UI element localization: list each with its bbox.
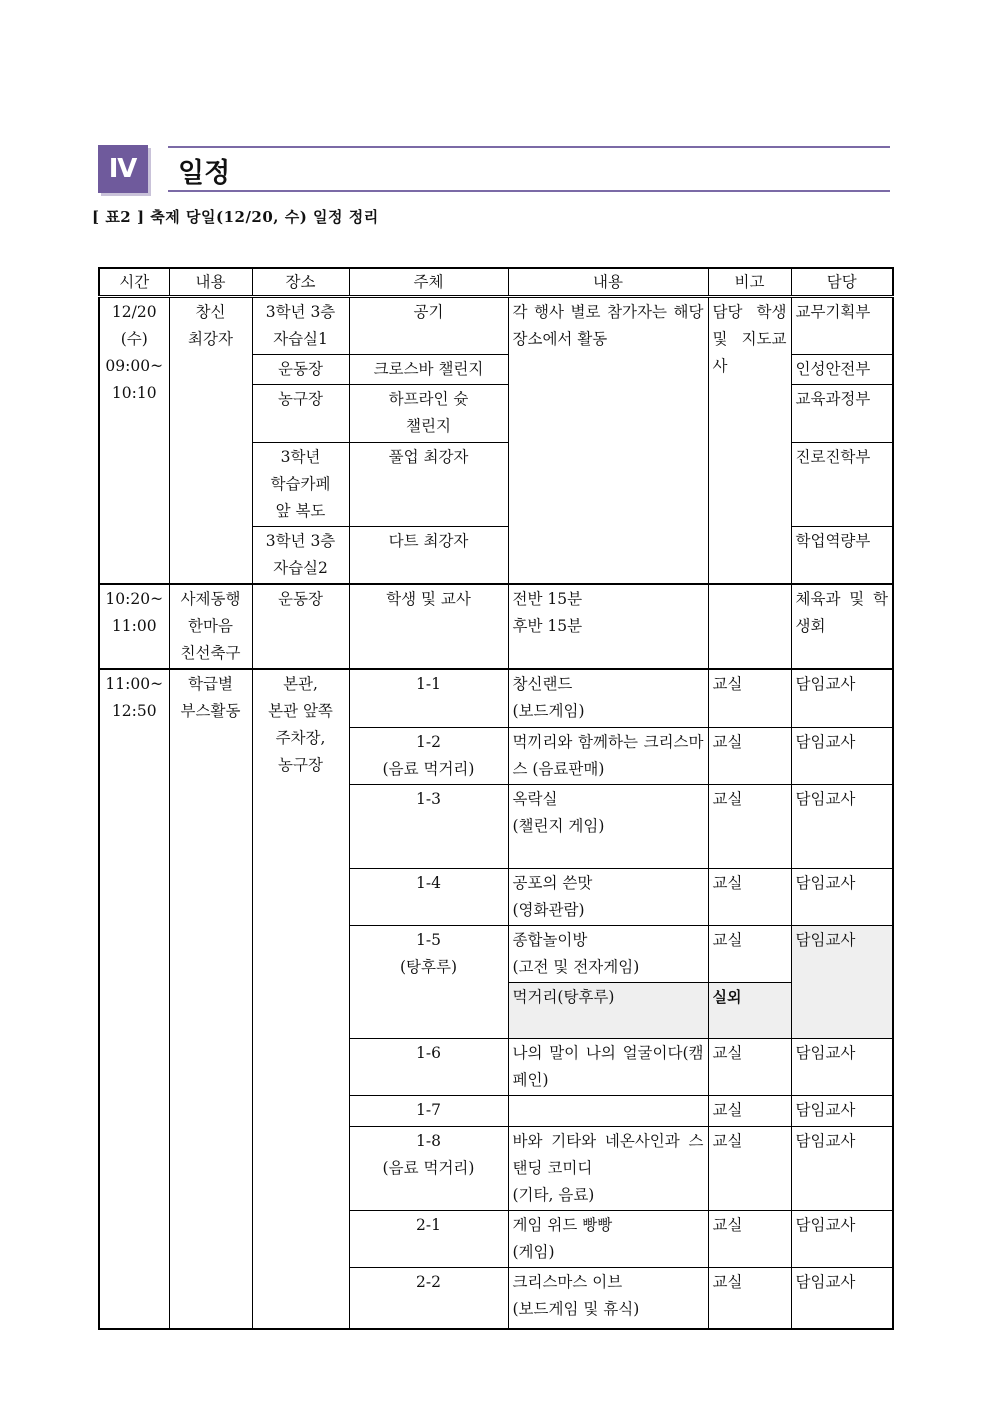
section-number-badge: Ⅳ <box>98 145 148 193</box>
place-cell: 3학년 3층 자습실1 <box>252 297 349 355</box>
place-cell: 3학년 3층 자습실2 <box>252 527 349 585</box>
schedule-table <box>98 267 894 1330</box>
description-cell: 바와 기타와 네온사인과 스탠딩 코미디 (기타, 음료) <box>508 1126 708 1210</box>
host-cell: 2-1 <box>349 1210 508 1267</box>
description-cell <box>508 1095 708 1126</box>
time-cell: 10:20~ 11:00 <box>99 584 169 669</box>
section-bottom-rule <box>168 190 890 192</box>
owner-cell: 진로진학부 <box>791 443 893 527</box>
host-cell: 하프라인 슛 챌린지 <box>349 385 508 443</box>
place-cell: 본관, 본관 앞쪽 주차장, 농구장 <box>252 669 349 1329</box>
owner-cell: 인성안전부 <box>791 355 893 385</box>
description-cell: 각 행사 별로 참가자는 해당 장소에서 활동 <box>508 297 708 585</box>
description-cell: 나의 말이 나의 얼굴이다(캠페인) <box>508 1038 708 1095</box>
host-cell: 2-2 <box>349 1267 508 1329</box>
owner-cell: 담임교사 <box>791 669 893 727</box>
description-cell: 종합놀이방 (고전 및 전자게임) <box>508 925 708 982</box>
owner-cell: 담임교사 <box>791 1038 893 1095</box>
owner-cell: 담임교사 <box>791 868 893 925</box>
description-cell: 전반 15분 후반 15분 <box>508 584 708 669</box>
header-place: 장소 <box>252 268 349 297</box>
header-description: 내용 <box>508 268 708 297</box>
owner-cell: 담임교사 <box>791 925 893 1038</box>
table-row <box>99 297 893 355</box>
note-cell <box>708 584 791 669</box>
note-cell: 교실 <box>708 1038 791 1095</box>
header-row <box>99 268 893 297</box>
place-cell: 3학년 학습카페 앞 복도 <box>252 443 349 527</box>
owner-cell: 담임교사 <box>791 1210 893 1267</box>
header-content: 내용 <box>169 268 252 297</box>
host-cell: 1-3 <box>349 784 508 868</box>
note-cell: 교실 <box>708 1095 791 1126</box>
description-cell: 옥락실 (챌린지 게임) <box>508 784 708 868</box>
note-cell: 교실 <box>708 1210 791 1267</box>
note-cell: 교실 <box>708 1126 791 1210</box>
host-cell: 공기 <box>349 297 508 355</box>
description-cell: 크리스마스 이브 (보드게임 및 휴식) <box>508 1267 708 1329</box>
owner-cell: 담임교사 <box>791 1267 893 1329</box>
description-cell: 먹끼리와 함께하는 크리스마스 (음료판매) <box>508 727 708 784</box>
section-title: 일정 <box>178 158 231 189</box>
description-cell: 공포의 쓴맛 (영화관람) <box>508 868 708 925</box>
note-cell: 교실 <box>708 727 791 784</box>
owner-cell: 체육과 및 학생회 <box>791 584 893 669</box>
host-cell: 학생 및 교사 <box>349 584 508 669</box>
note-cell: 교실 <box>708 669 791 727</box>
owner-cell: 담임교사 <box>791 784 893 868</box>
host-cell: 다트 최강자 <box>349 527 508 585</box>
host-cell: 1-6 <box>349 1038 508 1095</box>
note-cell <box>708 982 791 1038</box>
time-cell: 11:00~ 12:50 <box>99 669 169 1329</box>
place-cell: 운동장 <box>252 584 349 669</box>
section-top-rule <box>168 146 890 148</box>
outdoor-label: 실외 <box>712 987 742 1006</box>
place-cell: 농구장 <box>252 385 349 443</box>
host-cell: 크로스바 챌린지 <box>349 355 508 385</box>
description-cell: 먹거리(탕후루) <box>508 982 708 1038</box>
table-row <box>99 584 893 669</box>
host-cell: 1-4 <box>349 868 508 925</box>
owner-cell: 학업역량부 <box>791 527 893 585</box>
host-cell: 1-2 (음료 먹거리) <box>349 727 508 784</box>
header-owner: 담당 <box>791 268 893 297</box>
host-cell: 1-5 (탕후루) <box>349 925 508 1038</box>
host-cell: 1-7 <box>349 1095 508 1126</box>
owner-cell: 교육과정부 <box>791 385 893 443</box>
owner-cell: 교무기획부 <box>791 297 893 355</box>
owner-cell: 담임교사 <box>791 727 893 784</box>
description-cell: 게임 위드 빵빵 (게임) <box>508 1210 708 1267</box>
table-caption: [ 표2 ] 축제 당일(12/20, 수) 일정 정리 <box>92 208 379 226</box>
host-cell: 1-1 <box>349 669 508 727</box>
table-row <box>99 669 893 727</box>
note-cell: 교실 <box>708 868 791 925</box>
note-cell: 교실 <box>708 925 791 982</box>
host-cell: 풀업 최강자 <box>349 443 508 527</box>
owner-cell: 담임교사 <box>791 1126 893 1210</box>
content-cell: 학급별 부스활동 <box>169 669 252 1329</box>
content-cell: 창신 최강자 <box>169 297 252 585</box>
header-host: 주체 <box>349 268 508 297</box>
header-note: 비고 <box>708 268 791 297</box>
host-cell: 1-8 (음료 먹거리) <box>349 1126 508 1210</box>
time-cell: 12/20 (수) 09:00~ 10:10 <box>99 297 169 585</box>
place-cell: 운동장 <box>252 355 349 385</box>
content-cell: 사제동행 한마음 친선축구 <box>169 584 252 669</box>
description-cell: 창신랜드 (보드게임) <box>508 669 708 727</box>
header-time: 시간 <box>99 268 169 297</box>
note-cell: 교실 <box>708 1267 791 1329</box>
note-cell: 담당 학생 및 지도교사 <box>708 297 791 585</box>
owner-cell: 담임교사 <box>791 1095 893 1126</box>
note-cell: 교실 <box>708 784 791 868</box>
